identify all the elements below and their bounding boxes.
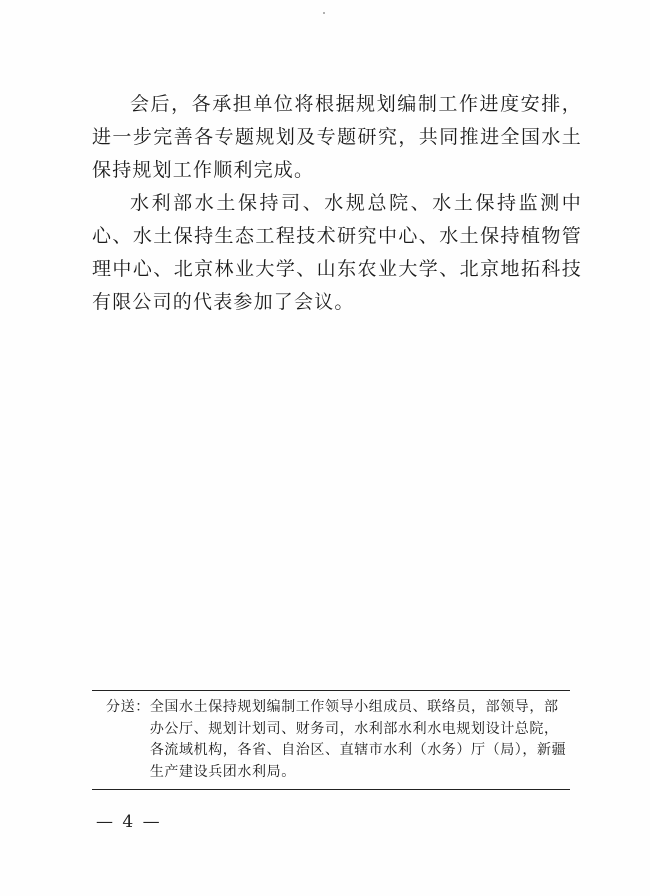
distribution-bottom-rule bbox=[92, 789, 570, 790]
distribution-label: 分送： bbox=[106, 699, 150, 715]
distribution-list bbox=[92, 691, 570, 789]
distribution-recipients: 全国水土保持规划编制工作领导小组成员、联络员，部领导，部办公厅、规划计划司、财务司，水利部水利水电规划设计总院，各流域机构，各省、自治区、直辖市水利（水务）厅（局），新疆生产建设兵团水利局。 bbox=[149, 699, 567, 780]
paragraph-follow-up: 会后，各承担单位将根据规划编制工作进度安排，进一步完善各专题规划及专题研究，共同推进全国水土保持规划工作顺利完成。 bbox=[92, 93, 582, 181]
page-number: — 4 — bbox=[96, 812, 162, 832]
scan-mark bbox=[323, 12, 325, 14]
paragraph-attendees: 水利部水土保持司、水规总院、水土保持监测中心、水土保持生态工程技术研究中心、水土保持植物管理中心、北京林业大学、山东农业大学、北京地拓科技有限公司的代表参加了会议。 bbox=[92, 192, 582, 313]
body-text bbox=[92, 88, 582, 319]
distribution-section bbox=[92, 690, 570, 790]
